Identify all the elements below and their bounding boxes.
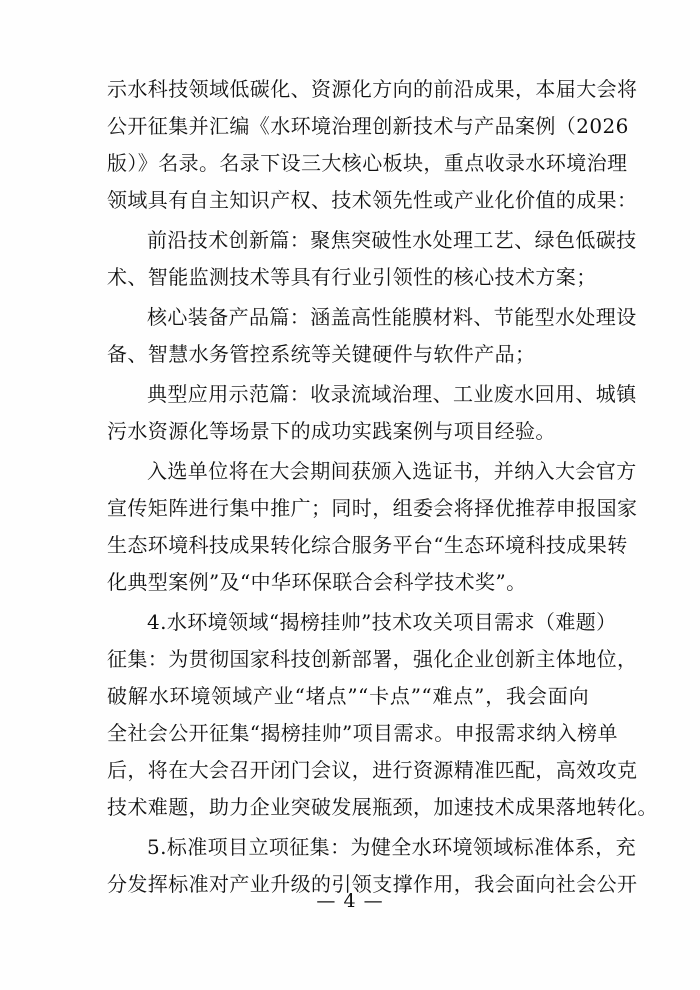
text-line-4: 领域具有自主知识产权、技术领先性或产业化价值的成果： (107, 188, 638, 212)
text-line-18: 全社会公开征集“揭榜挂帅”项目需求。申报需求纳入榜单 (107, 721, 618, 745)
text-line-6: 术、智能监测技术等具有行业引领性的核心技术方案； (107, 265, 597, 289)
document-body (107, 71, 658, 903)
text-line-3: 版）》名录。名录下设三大核心板块，重点收录水环境治理 (107, 151, 628, 175)
text-line-20: 技术难题，助力企业突破发展瓶颈，加速技术成果落地转化。 (107, 795, 658, 819)
text-line-11: 入选单位将在大会期间获颁入选证书，并纳入大会官方 (147, 459, 637, 483)
text-line-22: 分发挥标准对产业升级的引领支撑作用，我会面向社会公开 (107, 872, 638, 896)
text-line-17: 破解水环境领域产业“堵点”“卡点”“难点”，我会面向 (107, 684, 589, 708)
text-line-8: 备、智慧水务管控系统等关键硬件与软件产品； (107, 342, 536, 366)
text-line-7: 核心装备产品篇：涵盖高性能膜材料、节能型水处理设 (147, 305, 637, 329)
text-line-5: 前沿技术创新篇：聚焦突破性水处理工艺、绿色低碳技 (147, 228, 637, 252)
text-line-12: 宣传矩阵进行集中推广；同时，组委会将择优推荐申报国家 (107, 496, 638, 520)
text-line-14: 化典型案例”及“中华环保联合会科学技术奖”。 (107, 570, 527, 594)
text-line-2: 公开征集并汇编《水环境治理创新技术与产品案例（2026 (107, 114, 629, 138)
text-line-10: 污水资源化等场景下的成功实践案例与项目经验。 (107, 419, 556, 443)
text-line-1: 示水科技领域低碳化、资源化方向的前沿成果，本届大会将 (107, 77, 638, 101)
text-line-16: 征集：为贯彻国家科技创新部署，强化企业创新主体地位， (107, 647, 638, 671)
text-line-9: 典型应用示范篇：收录流域治理、工业废水回用、城镇 (147, 382, 637, 406)
page-number: — 4 — (316, 890, 384, 912)
text-line-19: 后，将在大会召开闭门会议，进行资源精准匹配，高效攻克 (107, 758, 638, 782)
text-line-13: 生态环境科技成果转化综合服务平台“生态环境科技成果转 (107, 533, 628, 557)
text-line-21: 5.标准项目立项征集：为健全水环境领域标准体系，充 (147, 835, 637, 859)
text-line-15: 4.水环境领域“揭榜挂帅”技术攻关项目需求（难题） (147, 610, 617, 634)
